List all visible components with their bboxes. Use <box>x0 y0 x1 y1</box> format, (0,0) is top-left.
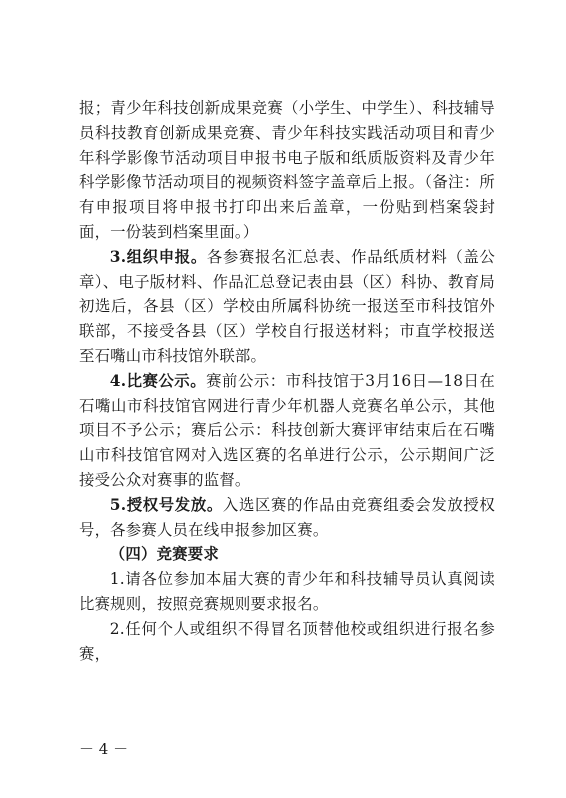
section-heading: （四）竞赛要求 <box>109 545 219 564</box>
paragraph-lead: 3.组织申报。 <box>109 247 207 266</box>
paragraph-text: 报；青少年科技创新成果竞赛（小学生、中学生）、科技辅导员科技教育创新成果竞赛、青少年科技实践活动项目和青少年科学影像节活动项目申报书电子版和纸质版资料及青少年科学影像节活动项目的视频资料签字盖章后上报。（备注：所有申报项目将申报书打印出来后盖章，一份贴到档案袋封面，一份装到档案里面。） <box>79 99 495 241</box>
paragraph-text: 赛前公示：市科技馆于3月16日—18日在石嘴山市科技馆官网进行青少年机器人竞赛名单公示，其他项目不予公示；赛后公示：科技创新大赛评审结束后在石嘴山市科技馆官网对入选区赛的名单进行公示，公示期间广泛接受公众对赛事的监督。 <box>79 371 496 489</box>
requirement-item: 2.任何个人或组织不得冒名顶替他校或组织进行报名参赛， <box>79 619 495 663</box>
paragraph-text: 各参赛报名汇总表、作品纸质材料（盖公章）、电子版材料、作品汇总登记表由县（区）科协、教育局初选后，各县（区）学校由所属科协统一报送至市科技馆外联部，不接受各县（区）学校自行报送材料；市直学校报送至石嘴山市科技馆外联部。 <box>79 247 496 365</box>
paragraph-competition-notice <box>79 369 495 493</box>
requirement-item: 1.请各位参加本届大赛的青少年和科技辅导员认真阅读比赛规则，按照竞赛规则要求报名。 <box>79 570 495 613</box>
paragraph-authorization <box>79 493 495 543</box>
paragraph-lead: 5.授权号发放。 <box>109 495 223 514</box>
paragraph-continuation <box>79 96 495 245</box>
paragraph-text: 入选区赛的作品由竞赛组委会发放授权号，各参赛人员在线申报参加区赛。 <box>79 495 496 539</box>
body-text <box>79 96 495 666</box>
page-number: － 4 － <box>79 740 129 758</box>
paragraph-organize-application <box>79 245 495 369</box>
paragraph-lead: 4.比赛公示。 <box>109 371 207 390</box>
